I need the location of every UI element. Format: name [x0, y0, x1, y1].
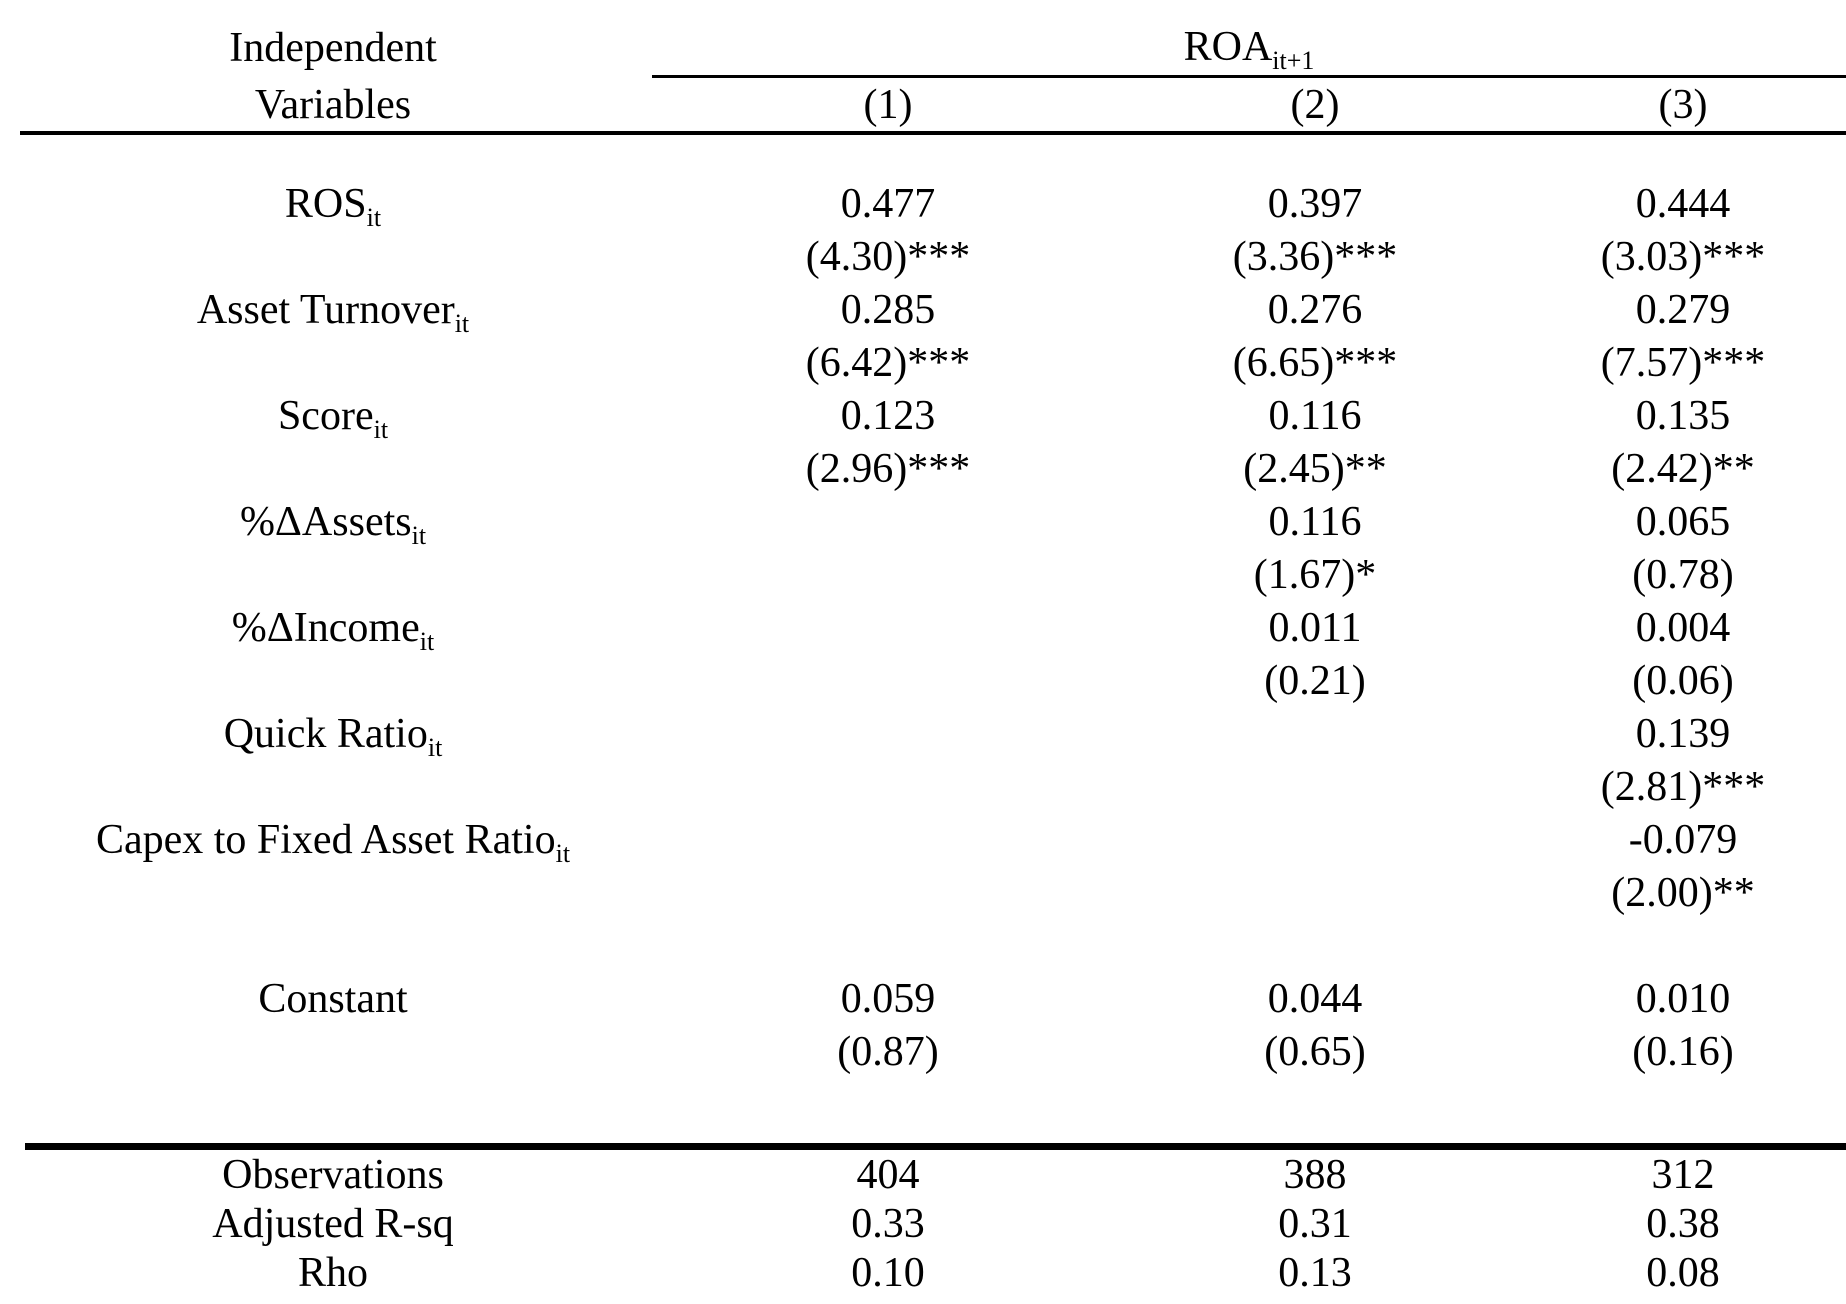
- variable-name: ROS: [284, 180, 367, 227]
- stat-value: 0.38: [1646, 1200, 1720, 1247]
- tstat-cell: (0.78): [1632, 551, 1734, 598]
- tstat-cell: (2.00)**: [1611, 869, 1755, 916]
- variable-name: Capex to Fixed Asset Ratio: [95, 816, 556, 863]
- row-label-header-line2: Variables: [254, 81, 412, 128]
- coef-cell: 0.004: [1635, 604, 1731, 651]
- table-row-pct-delta-assets-coef: [0, 495, 1846, 548]
- coef-cell: 0.444: [1635, 180, 1731, 227]
- variable-name: Score: [277, 392, 374, 439]
- dep-var-base: ROA: [1183, 23, 1273, 70]
- variable-label: [0, 392, 666, 444]
- variable-name: Constant: [258, 975, 408, 1022]
- table-row-asset-turnover-coef: [0, 283, 1846, 336]
- variable-label: [0, 710, 666, 762]
- table-row-ros-coef: [0, 177, 1846, 230]
- variable-name: %ΔIncome: [231, 604, 420, 651]
- column-header-2: (2): [1290, 81, 1340, 128]
- header-row-2: [0, 78, 1846, 131]
- tstat-cell: (2.45)**: [1243, 445, 1387, 492]
- blank-row: [0, 919, 1846, 972]
- stat-label: Rho: [297, 1249, 368, 1296]
- coef-cell: 0.139: [1635, 710, 1731, 757]
- coef-cell: 0.135: [1635, 392, 1731, 439]
- coef-cell: 0.477: [840, 180, 936, 227]
- tstat-cell: (0.21): [1264, 657, 1366, 704]
- table-row-quick-ratio-tstat: [0, 760, 1846, 813]
- tstat-cell: (0.06): [1632, 657, 1734, 704]
- stat-value: 0.31: [1278, 1200, 1352, 1247]
- variable-label: [0, 498, 666, 550]
- dependent-variable-header: [652, 18, 1846, 78]
- tstat-cell: (2.42)**: [1611, 445, 1755, 492]
- coef-cell: 0.044: [1267, 975, 1363, 1022]
- variable-subscript: it: [427, 732, 443, 762]
- variable-name: %ΔAssets: [239, 498, 412, 545]
- stat-value: 0.13: [1278, 1249, 1352, 1296]
- dep-var-subscript: it+1: [1272, 45, 1315, 75]
- tstat-cell: (7.57)***: [1600, 339, 1766, 386]
- variable-subscript: it: [411, 520, 427, 550]
- summary-top-rule: [25, 1143, 1846, 1150]
- table-row-asset-turnover-tstat: [0, 336, 1846, 389]
- table-row-pct-delta-income-tstat: [0, 654, 1846, 707]
- header-row-1: [0, 18, 1846, 78]
- variable-subscript: it: [454, 308, 470, 338]
- stat-label: Adjusted R-sq: [212, 1200, 454, 1247]
- table-row-capex-ratio-tstat: [0, 866, 1846, 919]
- tstat-cell: (0.87): [837, 1028, 939, 1075]
- coef-cell: 0.065: [1635, 498, 1731, 545]
- stat-row-adjusted-rsq: [0, 1199, 1846, 1248]
- table-row-score-coef: [0, 389, 1846, 442]
- table-row-score-tstat: [0, 442, 1846, 495]
- coef-cell: -0.079: [1628, 816, 1738, 863]
- stat-row-observations: [0, 1150, 1846, 1199]
- column-header-1: (1): [863, 81, 913, 128]
- table-row-capex-ratio-coef: [0, 813, 1846, 866]
- variable-label: [0, 975, 666, 1023]
- coef-cell: 0.010: [1635, 975, 1731, 1022]
- variable-label: [0, 816, 666, 868]
- variable-subscript: it: [366, 202, 382, 232]
- variable-label: [0, 286, 666, 338]
- table-header: [0, 18, 1846, 135]
- tstat-cell: (0.16): [1632, 1028, 1734, 1075]
- coef-cell: 0.276: [1267, 286, 1363, 333]
- dependent-variable-name: [1183, 23, 1315, 75]
- stat-value: 0.33: [851, 1200, 925, 1247]
- stat-label: Observations: [222, 1151, 444, 1198]
- tstat-cell: (3.36)***: [1232, 233, 1398, 280]
- variable-label: [0, 180, 666, 232]
- tstat-cell: (6.65)***: [1232, 339, 1398, 386]
- coef-cell: 0.397: [1267, 180, 1363, 227]
- coef-cell: 0.059: [840, 975, 936, 1022]
- independent-label: Independent: [229, 25, 437, 71]
- table-row-constant-tstat: [0, 1025, 1846, 1078]
- variable-name: Asset Turnover: [196, 286, 455, 333]
- variable-subscript: it: [419, 626, 435, 656]
- stat-value: 0.10: [851, 1249, 925, 1296]
- coef-cell: 0.116: [1268, 498, 1362, 545]
- table-row-pct-delta-income-coef: [0, 601, 1846, 654]
- tstat-cell: (2.96)***: [805, 445, 971, 492]
- coef-cell: 0.285: [840, 286, 936, 333]
- table-row-pct-delta-assets-tstat: [0, 548, 1846, 601]
- variable-subscript: it: [373, 414, 389, 444]
- tstat-cell: (1.67)*: [1253, 551, 1377, 598]
- table-row-constant-coef: [0, 972, 1846, 1025]
- variable-name: Quick Ratio: [223, 710, 428, 757]
- tstat-cell: (4.30)***: [805, 233, 971, 280]
- tstat-cell: (3.03)***: [1600, 233, 1766, 280]
- table-row-ros-tstat: [0, 230, 1846, 283]
- stat-value: 312: [1651, 1151, 1715, 1198]
- stat-value: 388: [1283, 1151, 1347, 1198]
- coef-cell: 0.279: [1635, 286, 1731, 333]
- summary-statistics: [0, 1150, 1846, 1297]
- table-body: [0, 135, 1846, 1078]
- stat-value: 0.08: [1646, 1249, 1720, 1296]
- column-header-3: (3): [1658, 81, 1708, 128]
- stat-value: 404: [856, 1151, 920, 1198]
- table-row-quick-ratio-coef: [0, 707, 1846, 760]
- row-label-header-line1: [0, 24, 666, 72]
- coef-cell: 0.116: [1268, 392, 1362, 439]
- coef-cell: 0.123: [840, 392, 936, 439]
- tstat-cell: (2.81)***: [1600, 763, 1766, 810]
- variable-subscript: it: [555, 838, 571, 868]
- tstat-cell: (0.65): [1264, 1028, 1366, 1075]
- variable-label: [0, 604, 666, 656]
- tstat-cell: (6.42)***: [805, 339, 971, 386]
- coef-cell: 0.011: [1268, 604, 1362, 651]
- stat-row-rho: [0, 1248, 1846, 1297]
